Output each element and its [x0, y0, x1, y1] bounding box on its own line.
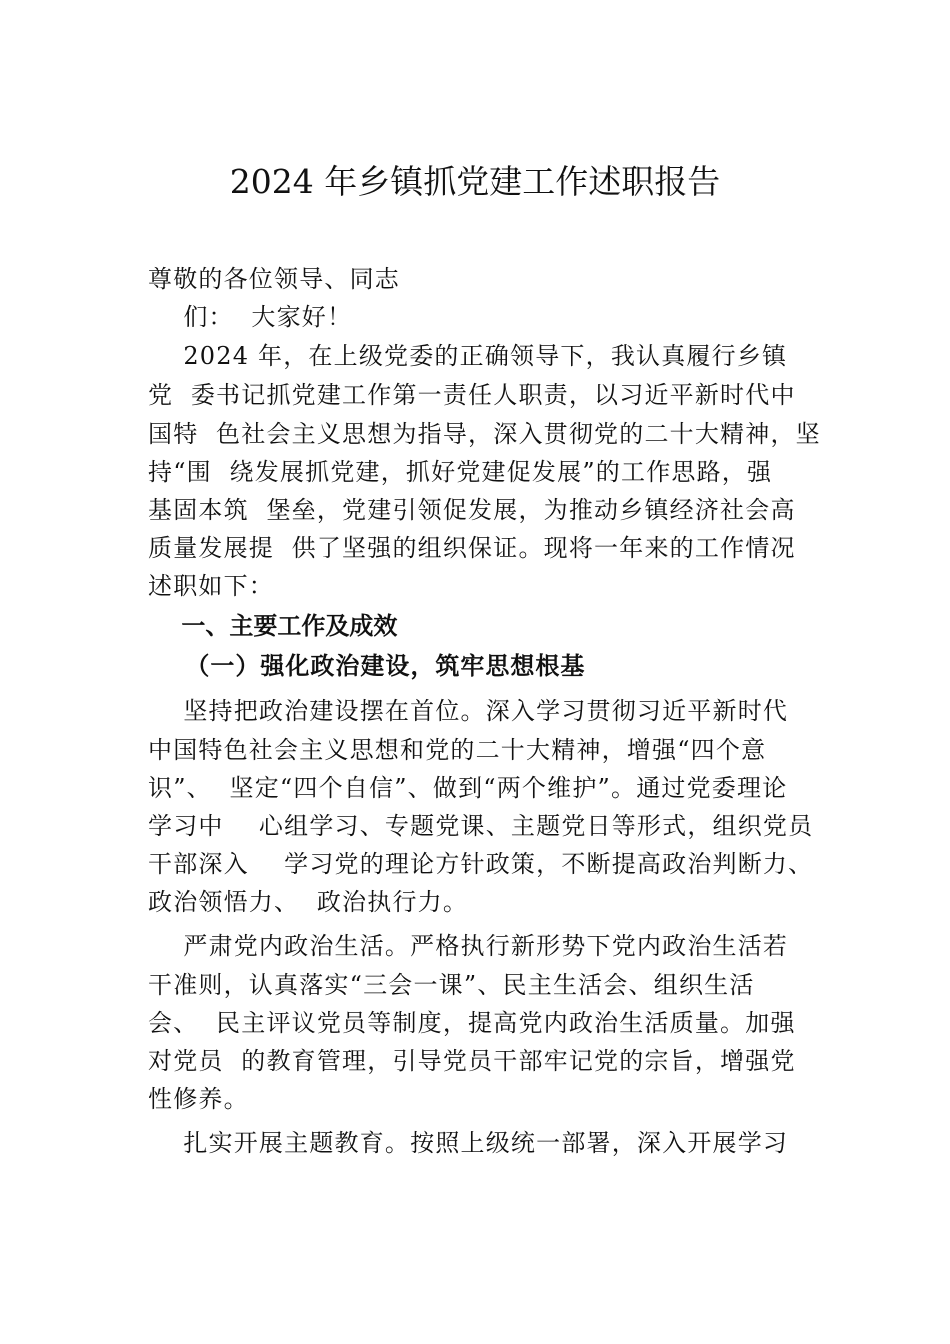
- body-line: 述职如下：: [148, 572, 274, 600]
- body-line: 2024 年，在上级党委的正确领导下，我认真履行乡镇: [148, 342, 788, 370]
- body-line: 识”、 坚定“四个自信”、做到“两个维护”。通过党委理论: [148, 774, 788, 802]
- body-line: 党 委书记抓党建工作第一责任人职责，以习近平新时代中: [148, 381, 796, 409]
- body-line: 干部深入 学习党的理论方针政策，不断提高政治判断力、: [148, 850, 814, 878]
- body-line: 们： 大家好！: [148, 303, 353, 331]
- body-line: 国特 色社会主义思想为指导，深入贯彻党的二十大精神，坚: [148, 420, 821, 448]
- document-title: 2024 年乡镇抓党建工作述职报告: [229, 162, 721, 201]
- body-line: 严肃党内政治生活。严格执行新形势下党内政治生活若: [148, 932, 789, 960]
- body-line: 坚持把政治建设摆在首位。深入学习贯彻习近平新时代: [148, 697, 789, 725]
- body-line: 会、 民主评议党员等制度，提高党内政治生活质量。加强: [148, 1009, 796, 1037]
- body-line: 质量发展提 供了坚强的组织保证。现将一年来的工作情况: [148, 534, 796, 562]
- body-line: 政治领悟力、 政治执行力。: [148, 888, 469, 916]
- subsection-heading: （一）强化政治建设，筑牢思想根基: [148, 651, 586, 680]
- body-line: 干准则，认真落实“三会一课”、民主生活会、组织生活: [148, 971, 755, 999]
- body-line: 对党员 的教育管理，引导党员干部牢记党的宗旨，增强党: [148, 1047, 796, 1075]
- body-line: 学习中 心组学习、专题党课、主题党日等形式，组织党员: [148, 812, 814, 840]
- body-line: 尊敬的各位领导、同志: [148, 265, 400, 293]
- body-line: 持“围 绕发展抓党建，抓好党建促发展”的工作思路，强: [148, 458, 773, 486]
- body-line: 性修养。: [148, 1085, 249, 1113]
- body-line: 基固本筑 堡垒，党建引领促发展，为推动乡镇经济社会高: [148, 496, 796, 524]
- body-line: 中国特色社会主义思想和党的二十大精神，增强“四个意: [148, 736, 767, 764]
- body-line: 扎实开展主题教育。按照上级统一部署，深入开展学习: [148, 1129, 789, 1157]
- section-heading: 一、主要工作及成效: [148, 612, 398, 640]
